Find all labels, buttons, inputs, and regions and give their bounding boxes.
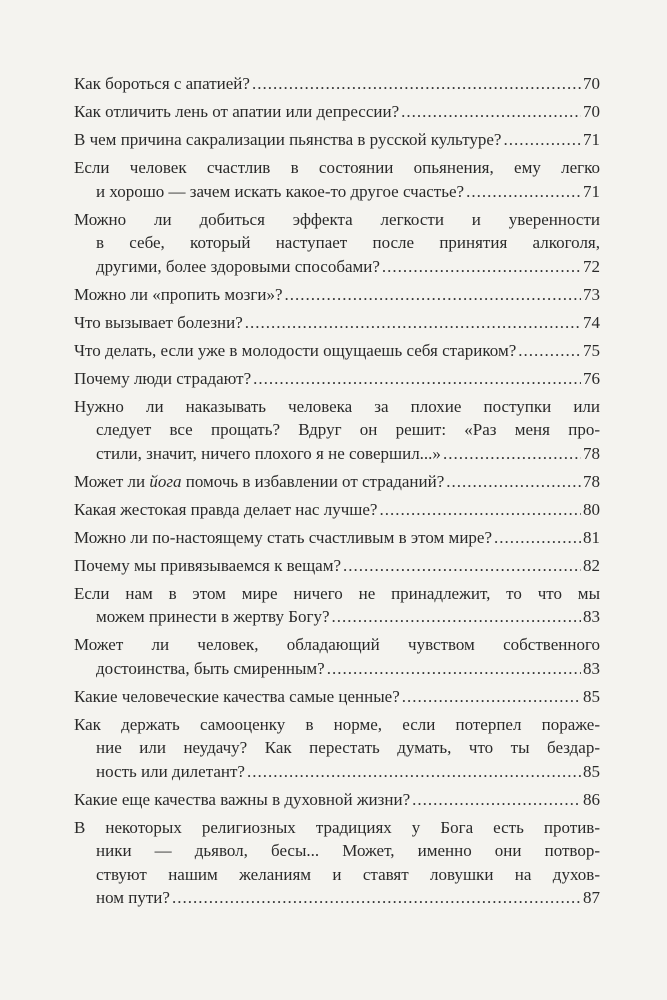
dot-leader	[466, 180, 581, 204]
page-number: 82	[583, 555, 600, 575]
toc-entry[interactable]	[74, 395, 600, 466]
page-number: 71	[583, 130, 600, 149]
toc-entry[interactable]	[74, 72, 600, 96]
toc-entry[interactable]	[74, 713, 600, 784]
toc-entry-title-line: Нужно ли наказывать человека за плохие поступки или	[74, 396, 600, 416]
page-number: 85	[583, 686, 600, 706]
page-number: 87	[583, 888, 600, 907]
page-number: 76	[583, 368, 600, 388]
toc-entry[interactable]	[74, 633, 600, 680]
toc-entry-title: и хорошо — зачем искать какое-то другое счастье?	[96, 181, 465, 201]
dot-leader	[382, 255, 581, 279]
toc-entry[interactable]	[74, 685, 600, 709]
toc-entry-title: Какие человеческие качества самые ценные?	[74, 686, 400, 706]
toc-entry-title-line: Может ли человек, обладающий чувством собственного	[74, 635, 600, 654]
toc-entry-last-line	[74, 442, 600, 466]
toc-entry-title: В чем причина сакрализации пьянства в русской культуре?	[74, 130, 502, 149]
toc-entry[interactable]	[74, 470, 600, 494]
dot-leader	[343, 554, 581, 578]
toc-entry-last-line	[74, 128, 600, 152]
toc-entry-title: стили, значит, ничего плохого я не совершил...»	[96, 443, 441, 463]
dot-leader	[253, 367, 581, 391]
toc-entry-title: Какие еще качества важны в духовной жизни?	[74, 789, 411, 809]
toc-entry[interactable]	[74, 582, 600, 629]
dot-leader	[172, 886, 581, 910]
toc-entry[interactable]	[74, 788, 600, 812]
toc-entry-last-line	[74, 657, 600, 681]
toc-entry-title: другими, более здоровыми способами?	[96, 256, 380, 276]
toc-entry-last-line	[74, 526, 600, 550]
dot-leader	[402, 685, 581, 709]
dot-leader	[518, 339, 581, 363]
toc-entry-title: ном пути?	[96, 888, 170, 907]
toc-entry[interactable]	[74, 816, 600, 910]
toc-entry-title: Как бороться с апатией?	[74, 74, 250, 93]
page-number: 81	[583, 527, 600, 547]
toc-entry-title-line: Если нам в этом мире ничего не принадлежит, то что мы	[74, 583, 600, 603]
page-number: 70	[583, 74, 600, 93]
toc-entry-title: Какая жестокая правда делает нас лучше?	[74, 499, 378, 519]
toc-entry-last-line	[74, 255, 600, 279]
dot-leader	[446, 470, 581, 494]
page-number: 83	[583, 658, 600, 678]
page-number: 72	[583, 256, 600, 276]
toc-entry-last-line	[74, 283, 600, 307]
toc-entry-title-line: В некоторых религиозных традициях у Бога есть против-	[74, 817, 600, 837]
toc-entry-title-line: следует все прощать? Вдруг он решит: «Раз меня про-	[96, 420, 600, 439]
page-number: 86	[583, 789, 600, 809]
toc-entry[interactable]	[74, 339, 600, 363]
toc-entry-title-line: в себе, который наступает после принятия алкоголя,	[96, 233, 600, 252]
page-number: 78	[583, 471, 600, 491]
toc-entry-title-line: Можно ли добиться эффекта легкости и уверенности	[74, 209, 600, 229]
toc-entry[interactable]	[74, 156, 600, 203]
toc-entry-last-line	[74, 760, 600, 784]
toc-entry-title-line: Как держать самооценку в норме, если потерпел пораже-	[74, 714, 600, 734]
dot-leader	[494, 526, 581, 550]
toc-entry-title: ность или дилетант?	[96, 761, 245, 781]
toc-entry[interactable]	[74, 367, 600, 391]
toc-entry-last-line	[74, 788, 600, 812]
toc-entry-last-line	[74, 470, 600, 494]
dot-leader	[401, 100, 581, 124]
toc-entry-title: Почему люди страдают?	[74, 368, 252, 388]
toc-entry[interactable]	[74, 554, 600, 578]
toc-entry-last-line	[74, 339, 600, 363]
page-number: 80	[583, 499, 600, 519]
page-number: 71	[583, 181, 600, 201]
toc-entry[interactable]	[74, 100, 600, 124]
toc-entry-last-line	[74, 100, 600, 124]
toc-entry-title: Почему мы привязываемся к вещам?	[74, 555, 342, 575]
table-of-contents	[74, 72, 600, 910]
toc-entry-title: Что вызывает болезни?	[74, 312, 243, 332]
page-number: 85	[583, 761, 600, 781]
toc-entry-title-line: ние или неудачу? Как перестать думать, что ты бездар-	[96, 738, 600, 757]
page-number: 73	[583, 284, 600, 304]
toc-entry-title-line: ствуют нашим желаниям и ставят ловушки на духов-	[96, 864, 600, 884]
toc-entry-title: Может ли йога помочь в избавлении от страданий?	[74, 471, 445, 491]
toc-entry-last-line	[74, 605, 600, 629]
dot-leader	[327, 657, 581, 681]
toc-entry-last-line	[74, 311, 600, 335]
page-number: 78	[583, 443, 600, 463]
toc-entry[interactable]	[74, 128, 600, 152]
dot-leader	[503, 128, 581, 152]
page-number: 70	[583, 102, 600, 121]
toc-entry-title-line: ники — дьявол, бесы... Может, именно они потвор-	[96, 841, 600, 860]
dot-leader	[332, 605, 581, 629]
dot-leader	[247, 760, 581, 784]
toc-entry-last-line	[74, 498, 600, 522]
toc-entry-last-line	[74, 180, 600, 204]
toc-entry[interactable]	[74, 208, 600, 279]
toc-entry-last-line	[74, 886, 600, 910]
toc-entry[interactable]	[74, 311, 600, 335]
toc-entry-title: Можно ли по-настоящему стать счастливым в этом мире?	[74, 527, 493, 547]
toc-entry-title: Как отличить лень от апатии или депрессии?	[74, 102, 400, 121]
dot-leader	[285, 283, 581, 307]
toc-entry-last-line	[74, 72, 600, 96]
toc-entry-last-line	[74, 367, 600, 391]
page-number: 75	[583, 340, 600, 360]
dot-leader	[379, 498, 581, 522]
toc-entry-title: достоинства, быть смиренным?	[96, 658, 325, 678]
dot-leader	[252, 72, 581, 96]
page-number: 83	[583, 607, 600, 626]
toc-entry[interactable]	[74, 498, 600, 522]
toc-entry-last-line	[74, 685, 600, 709]
dot-leader	[412, 788, 581, 812]
toc-entry-last-line	[74, 554, 600, 578]
toc-entry-title: Можно ли «пропить мозги»?	[74, 284, 283, 304]
dot-leader	[245, 311, 581, 335]
toc-entry-title: можем принести в жертву Богу?	[96, 607, 330, 626]
toc-entry-title: Что делать, если уже в молодости ощущаешь себя стариком?	[74, 340, 517, 360]
dot-leader	[443, 442, 581, 466]
toc-entry[interactable]	[74, 283, 600, 307]
toc-entry-title-line: Если человек счастлив в состоянии опьянения, ему легко	[74, 158, 600, 177]
toc-entry[interactable]	[74, 526, 600, 550]
page-number: 74	[583, 312, 600, 332]
